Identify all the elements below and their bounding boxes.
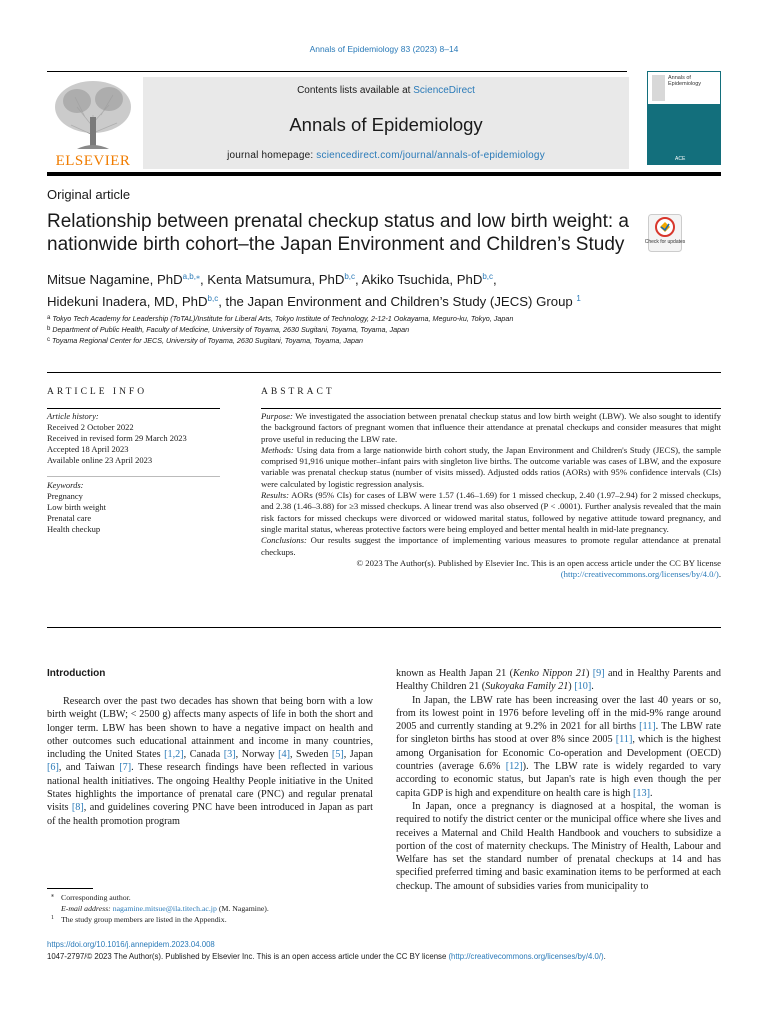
journal-title: Annals of Epidemiology xyxy=(289,114,483,135)
keywords: Keywords: Pregnancy Low birth weight Prenatal care Health checkup xyxy=(47,480,107,534)
group-note: 1 The study group members are listed in the Appendix. xyxy=(51,915,227,924)
cc-license-link-footer[interactable]: (http://creativecommons.org/licenses/by/4.0/) xyxy=(448,952,604,961)
sciencedirect-link[interactable]: ScienceDirect xyxy=(413,85,475,96)
reference-link[interactable]: [11] xyxy=(639,721,656,733)
journal-citation-link[interactable]: Annals of Epidemiology 83 (2023) 8–14 xyxy=(309,44,459,54)
author[interactable]: Hidekuni Inadera, MD, PhD$^{b,c}$ xyxy=(47,294,219,309)
section-rule xyxy=(47,372,721,373)
affiliation: $^b$ Department of Public Health, Faculty of Medicine, University of Toyama, 2630 Sugitani, Toyama, Toyama, Japan xyxy=(47,325,410,334)
paragraph: In Japan, once a pregnancy is diagnosed at a hospital, the woman is required to notify the district center or the municipal office where she lives and receives a Maternal and Child Health Handbook and vouchers to subsidize a portion of the cost of maternity checkups. The Ministry of Health, Labour and Welfare has set the standard number of prenatal checkups at 14 and has specified preferred timing and basic examination items to be performed at each checkup. The amount of subsidies varies from municipality to xyxy=(396,800,721,892)
corresponding-author-note: ⁎ Corresponding author. xyxy=(51,893,131,902)
history-item: Accepted 18 April 2023 xyxy=(47,444,129,454)
doi-link[interactable]: https://doi.org/10.1016/j.annepidem.2023.04.008 xyxy=(47,940,215,949)
cover-footer: ACE xyxy=(675,156,686,162)
elsevier-tree-logo xyxy=(47,77,139,167)
author-email-link[interactable]: nagamine.mitsue@ila.titech.ac.jp xyxy=(112,904,217,913)
reference-link[interactable]: [10] xyxy=(574,681,592,693)
abstract-methods: Methods: Using data from a large nationwide birth cohort study, the Japan Environment and Children's Study (JECS), the sample comprised 91,916 unique mother–infant pairs with singleton live births. The outcome variable was cases of LBW, and the exposure variable was prenatal checkup status (number of visits missed). Adjusted odds ratios (AORs) with 95% confidence intervals (CIs) were calculated by logistic regression analysis. xyxy=(261,444,721,489)
footnotes xyxy=(47,892,269,925)
abstract-purpose: Purpose: We investigated the association between prenatal checkup status and low birth weight (LBW). We also sought to identify the background factors of pregnant women that influence their attendance at prenatal checkups and consider measures that might prove useful in reducing the LBW rate. xyxy=(261,411,722,444)
journal-header-panel xyxy=(143,77,629,169)
reference-link[interactable]: [1,2] xyxy=(164,749,184,761)
history-item: Received in revised form 29 March 2023 xyxy=(47,433,187,443)
article-info-heading: ARTICLE INFO xyxy=(47,387,148,397)
body-column-right xyxy=(396,667,721,893)
abstract-heading: ABSTRACT xyxy=(261,387,335,397)
abstract-end-rule xyxy=(47,627,721,628)
history-item: Available online 23 April 2023 xyxy=(47,455,153,465)
journal-cover-thumbnail[interactable] xyxy=(647,71,721,165)
cc-license-link[interactable]: (http://creativecommons.org/licenses/by/4.0/) xyxy=(560,569,719,580)
abstract-results: Results: AORs (95% CIs) for cases of LBW were 1.57 (1.46–1.69) for 1 missed checkup, 2.40 (1.97–2.94) for 2 missed checkups, and 2.38 (1.46–3.88) for ≥3 missed checkups. A linear trend was also observed (P < .0001). Further analysis revealed that the main risk factors for missed checkups were divorced or widowed marital status, followed by negative attitude toward pregnancy, and single marital status, whereas protective factors were being employed and better mental health in mid-late pregnancy. xyxy=(261,490,721,534)
affiliations xyxy=(47,313,697,346)
reference-link[interactable]: [9] xyxy=(592,668,605,679)
introduction-heading: Introduction xyxy=(47,668,106,679)
reference-link[interactable]: [4] xyxy=(278,749,290,761)
check-for-updates-icon[interactable] xyxy=(644,214,686,252)
footnote-rule xyxy=(47,888,93,889)
article-history: Article history: Received 2 October 2022 Received in revised form 29 March 2023 Accepted 18 April 2023 Available online 23 April 2023 xyxy=(47,411,187,465)
paragraph: In Japan, the LBW rate has been increasing over the last 40 years or so, from its lowest point in 1976 before leveling off in the mid-9% range around 2005 and currently standing at 9.2% in 2021 for all births [11]. The LBW rate for singleton births has stood at over 8% since 2005 [11], which is the highest among Organisation for Economic Co-operation and Development (OECD) countries (average 6.6% [12]). The LBW rate is widely regarded to vary according to economic status, but Japan's rate is high even though the per capita GDP is high and expenditure on health care is high [13]. xyxy=(396,694,722,799)
reference-link[interactable]: [11] xyxy=(615,734,633,746)
contents-line: Contents lists available at ScienceDirect xyxy=(297,85,475,96)
affiliation: $^c$ Toyama Regional Center for JECS, University of Toyama, 2630 Sugitani, Toyama, Toyama, Japan xyxy=(47,336,363,345)
keyword[interactable]: Prenatal care xyxy=(47,513,92,523)
reference-link[interactable]: [8] xyxy=(71,802,84,814)
issn-line: 1047-2797/© 2023 The Author(s). Published by Elsevier Inc. This is an open access article under the CC BY license (http://creativecommons.org/licenses/by/4.0/). xyxy=(47,952,606,961)
journal-header xyxy=(47,71,721,170)
author[interactable]: Kenta Matsumura, PhD$^{b,c}$ xyxy=(207,272,356,287)
reference-link[interactable]: [13] xyxy=(632,787,650,799)
abstract-copyright: © 2023 The Author(s). Published by Elsevier Inc. This is an open access article under the CC BY license (http://creativecommons.org/licenses/by/4.0/). xyxy=(356,557,721,580)
abstract-conclusions: Conclusions: Our results suggest the importance of implementing various measures to promote regular attendance at prenatal checkups. xyxy=(261,535,722,557)
keyword[interactable]: Health checkup xyxy=(47,524,101,534)
affiliation: $^a$ Tokyo Tech Academy for Leadership (ToTAL)/Institute for Liberal Arts, Tokyo Institute of Technology, 2-12-1 Ookayama, Meguro-ku, Tokyo, Japan xyxy=(47,314,514,323)
homepage-line: journal homepage: sciencedirect.com/journal/annals-of-epidemiology xyxy=(227,150,545,161)
abstract-body xyxy=(261,411,721,580)
article-title: Relationship between prenatal checkup status and low birth weight: a nationwide birth cohort–the Japan Environment and Children’s Study xyxy=(47,211,629,255)
elsevier-wordmark: ELSEVIER xyxy=(55,153,131,169)
reference-link[interactable]: [6] xyxy=(47,762,59,774)
keyword[interactable]: Low birth weight xyxy=(47,502,107,512)
article-info-rule xyxy=(47,408,220,409)
reference-link[interactable]: [3] xyxy=(223,749,236,761)
check-for-updates-label: Check for updates xyxy=(644,239,686,245)
keyword[interactable]: Pregnancy xyxy=(47,491,83,501)
keywords-rule xyxy=(47,476,220,477)
author[interactable]: Akiko Tsuchida, PhD$^{b,c}$ xyxy=(361,272,494,287)
reference-link[interactable]: [7] xyxy=(119,762,132,774)
header-top-rule xyxy=(47,71,627,72)
paragraph: known as Health Japan 21 (Kenko Nippon 21) [9] and in Healthy Parents and Healthy Children 21 (Sukoyaka Family 21) [10]. xyxy=(396,668,721,693)
cover-title: Annals of Epidemiology xyxy=(668,75,702,87)
journal-homepage-link[interactable]: sciencedirect.com/journal/annals-of-epidemiology xyxy=(316,150,545,161)
author-group[interactable]: the Japan Environment and Children’s Study (JECS) Group $^1$ xyxy=(225,294,581,309)
body-column-left: Research over the past two decades has shown that being born with a low birth weight (LBW; < 2500 g) affects many aspects of life in both the short and longer term. LBW has been shown to have a negative impact on health and other outcomes such educational attainment and income in many countries, including the United States [1,2], Canada [3], Norway [4], Sweden [5], Japan [6], and Taiwan [7]. These research findings have been reflected in various national health initiatives. The ongoing Healthy People initiative in the United States highlights the importance of prenatal care (PNC) and regular prenatal visits [8], and guidelines covering PNC have been introduced in Japan as part of the health promotion program xyxy=(47,696,374,827)
history-item: Received 2 October 2022 xyxy=(47,422,134,432)
reference-link[interactable]: [12] xyxy=(505,761,523,773)
author[interactable]: Mitsue Nagamine, PhD$^{a,b,⁎}$ xyxy=(47,272,200,287)
article-type: Original article xyxy=(47,187,131,202)
abstract-rule xyxy=(261,408,721,409)
reference-link[interactable]: [5] xyxy=(331,749,344,761)
email-note: E-mail address: nagamine.mitsue@ila.titech.ac.jp (M. Nagamine). xyxy=(61,904,269,913)
author-list: Mitsue Nagamine, PhD$^{a,b,⁎}$, Kenta Matsumura, PhD$^{b,c}$, Akiko Tsuchida, PhD$^{b,c}$, Hidekuni Inadera, MD, PhD$^{b,c}$, the Japan Environment and Children’s Study (JECS) Group $^1$ xyxy=(47,272,581,309)
header-bottom-rule xyxy=(47,172,721,176)
